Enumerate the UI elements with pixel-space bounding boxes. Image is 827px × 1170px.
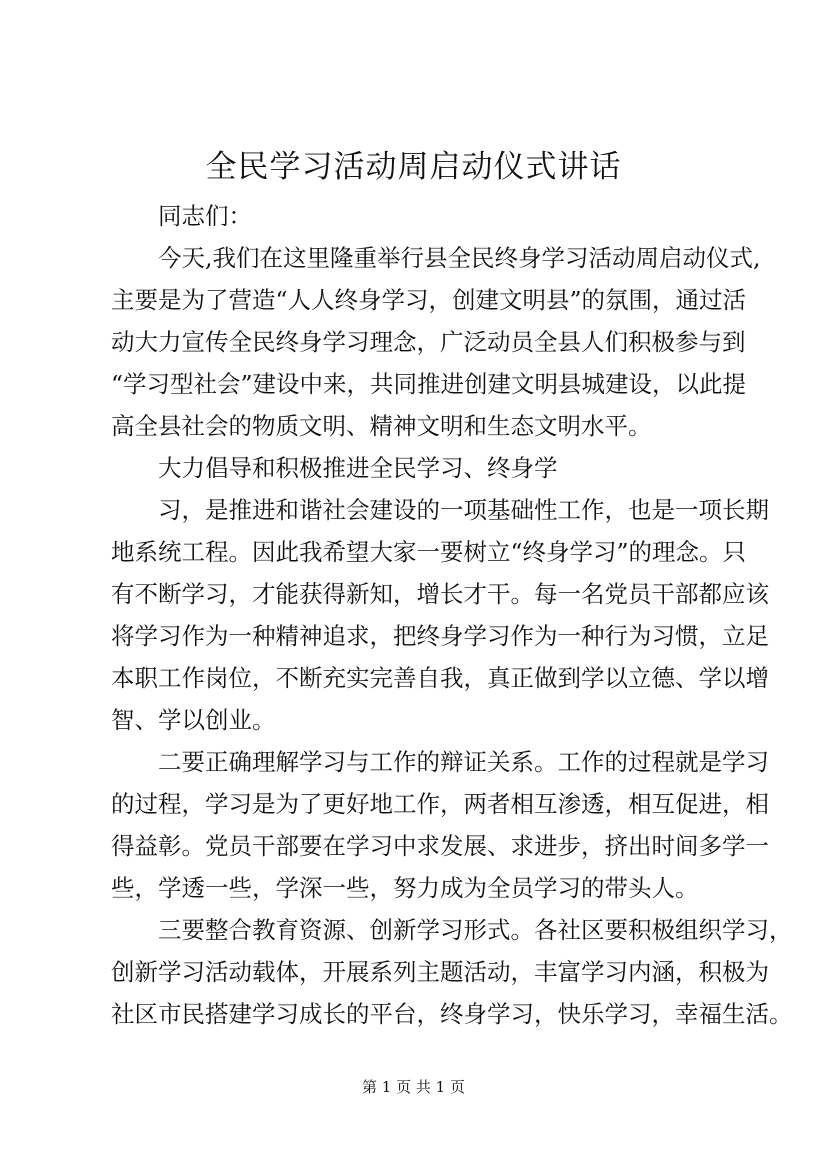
paragraph-5-line-2: 创新学习活动载体，开展系列主题活动，丰富学习内涵，积极为: [111, 958, 769, 986]
paragraph-4-line-3: 得益彰。党员干部要在学习中求发展、求进步，挤出时间多学一: [111, 832, 769, 860]
paragraph-1-line-4: “学习型社会”建设中来，共同推进创建文明县城建设，以此提: [111, 370, 747, 398]
paragraph-4-line-1: 二要正确理解学习与工作的辩证关系。工作的过程就是学习: [158, 748, 769, 776]
page-footer: 第 1 页 共 1 页: [362, 1078, 465, 1096]
paragraph-1-line-2: 主要是为了营造“人人终身学习，创建文明县”的氛围，通过活: [111, 286, 747, 314]
document-title: 全民学习活动周启动仪式讲话: [205, 149, 622, 185]
paragraph-1-line-3: 动大力宣传全民终身学习理念，广泛动员全县人们积极参与到: [111, 328, 746, 356]
paragraph-3-line-3: 有不断学习，才能获得新知，增长才干。每一名党员干部都应该: [111, 580, 769, 608]
salutation-line: 同志们：: [158, 202, 252, 230]
paragraph-5-line-3: 社区市民搭建学习成长的平台，终身学习，快乐学习，幸福生活。: [111, 1000, 793, 1028]
paragraph-4-line-2: 的过程，学习是为了更好地工作，两者相互渗透，相互促进，相: [111, 790, 769, 818]
paragraph-1-line-5: 高全县社会的物质文明、精神文明和生态文明水平。: [111, 412, 652, 440]
paragraph-3-line-4: 将学习作为一种精神追求，把终身学习作为一种行为习惯，立足: [111, 622, 769, 650]
paragraph-3-line-5: 本职工作岗位，不断充实完善自我，真正做到学以立德、学以增: [111, 664, 769, 692]
paragraph-2-heading-line: 大力倡导和积极推进全民学习、终身学: [158, 454, 558, 482]
paragraph-3-line-2: 地系统工程。因此我希望大家一要树立“终身学习”的理念。只: [111, 538, 747, 566]
paragraph-5-line-1: 三要整合教育资源、创新学习形式。各社区要积极组织学习，: [158, 916, 793, 944]
paragraph-3-line-1: 习，是推进和谐社会建设的一项基础性工作，也是一项长期: [158, 496, 769, 524]
paragraph-3-line-6: 智、学以创业。: [111, 706, 276, 734]
paragraph-1-line-1: 今天,我们在这里隆重举行县全民终身学习活动周启动仪式,: [158, 244, 761, 272]
paragraph-4-line-4: 些，学透一些，学深一些，努力成为全员学习的带头人。: [111, 874, 699, 902]
